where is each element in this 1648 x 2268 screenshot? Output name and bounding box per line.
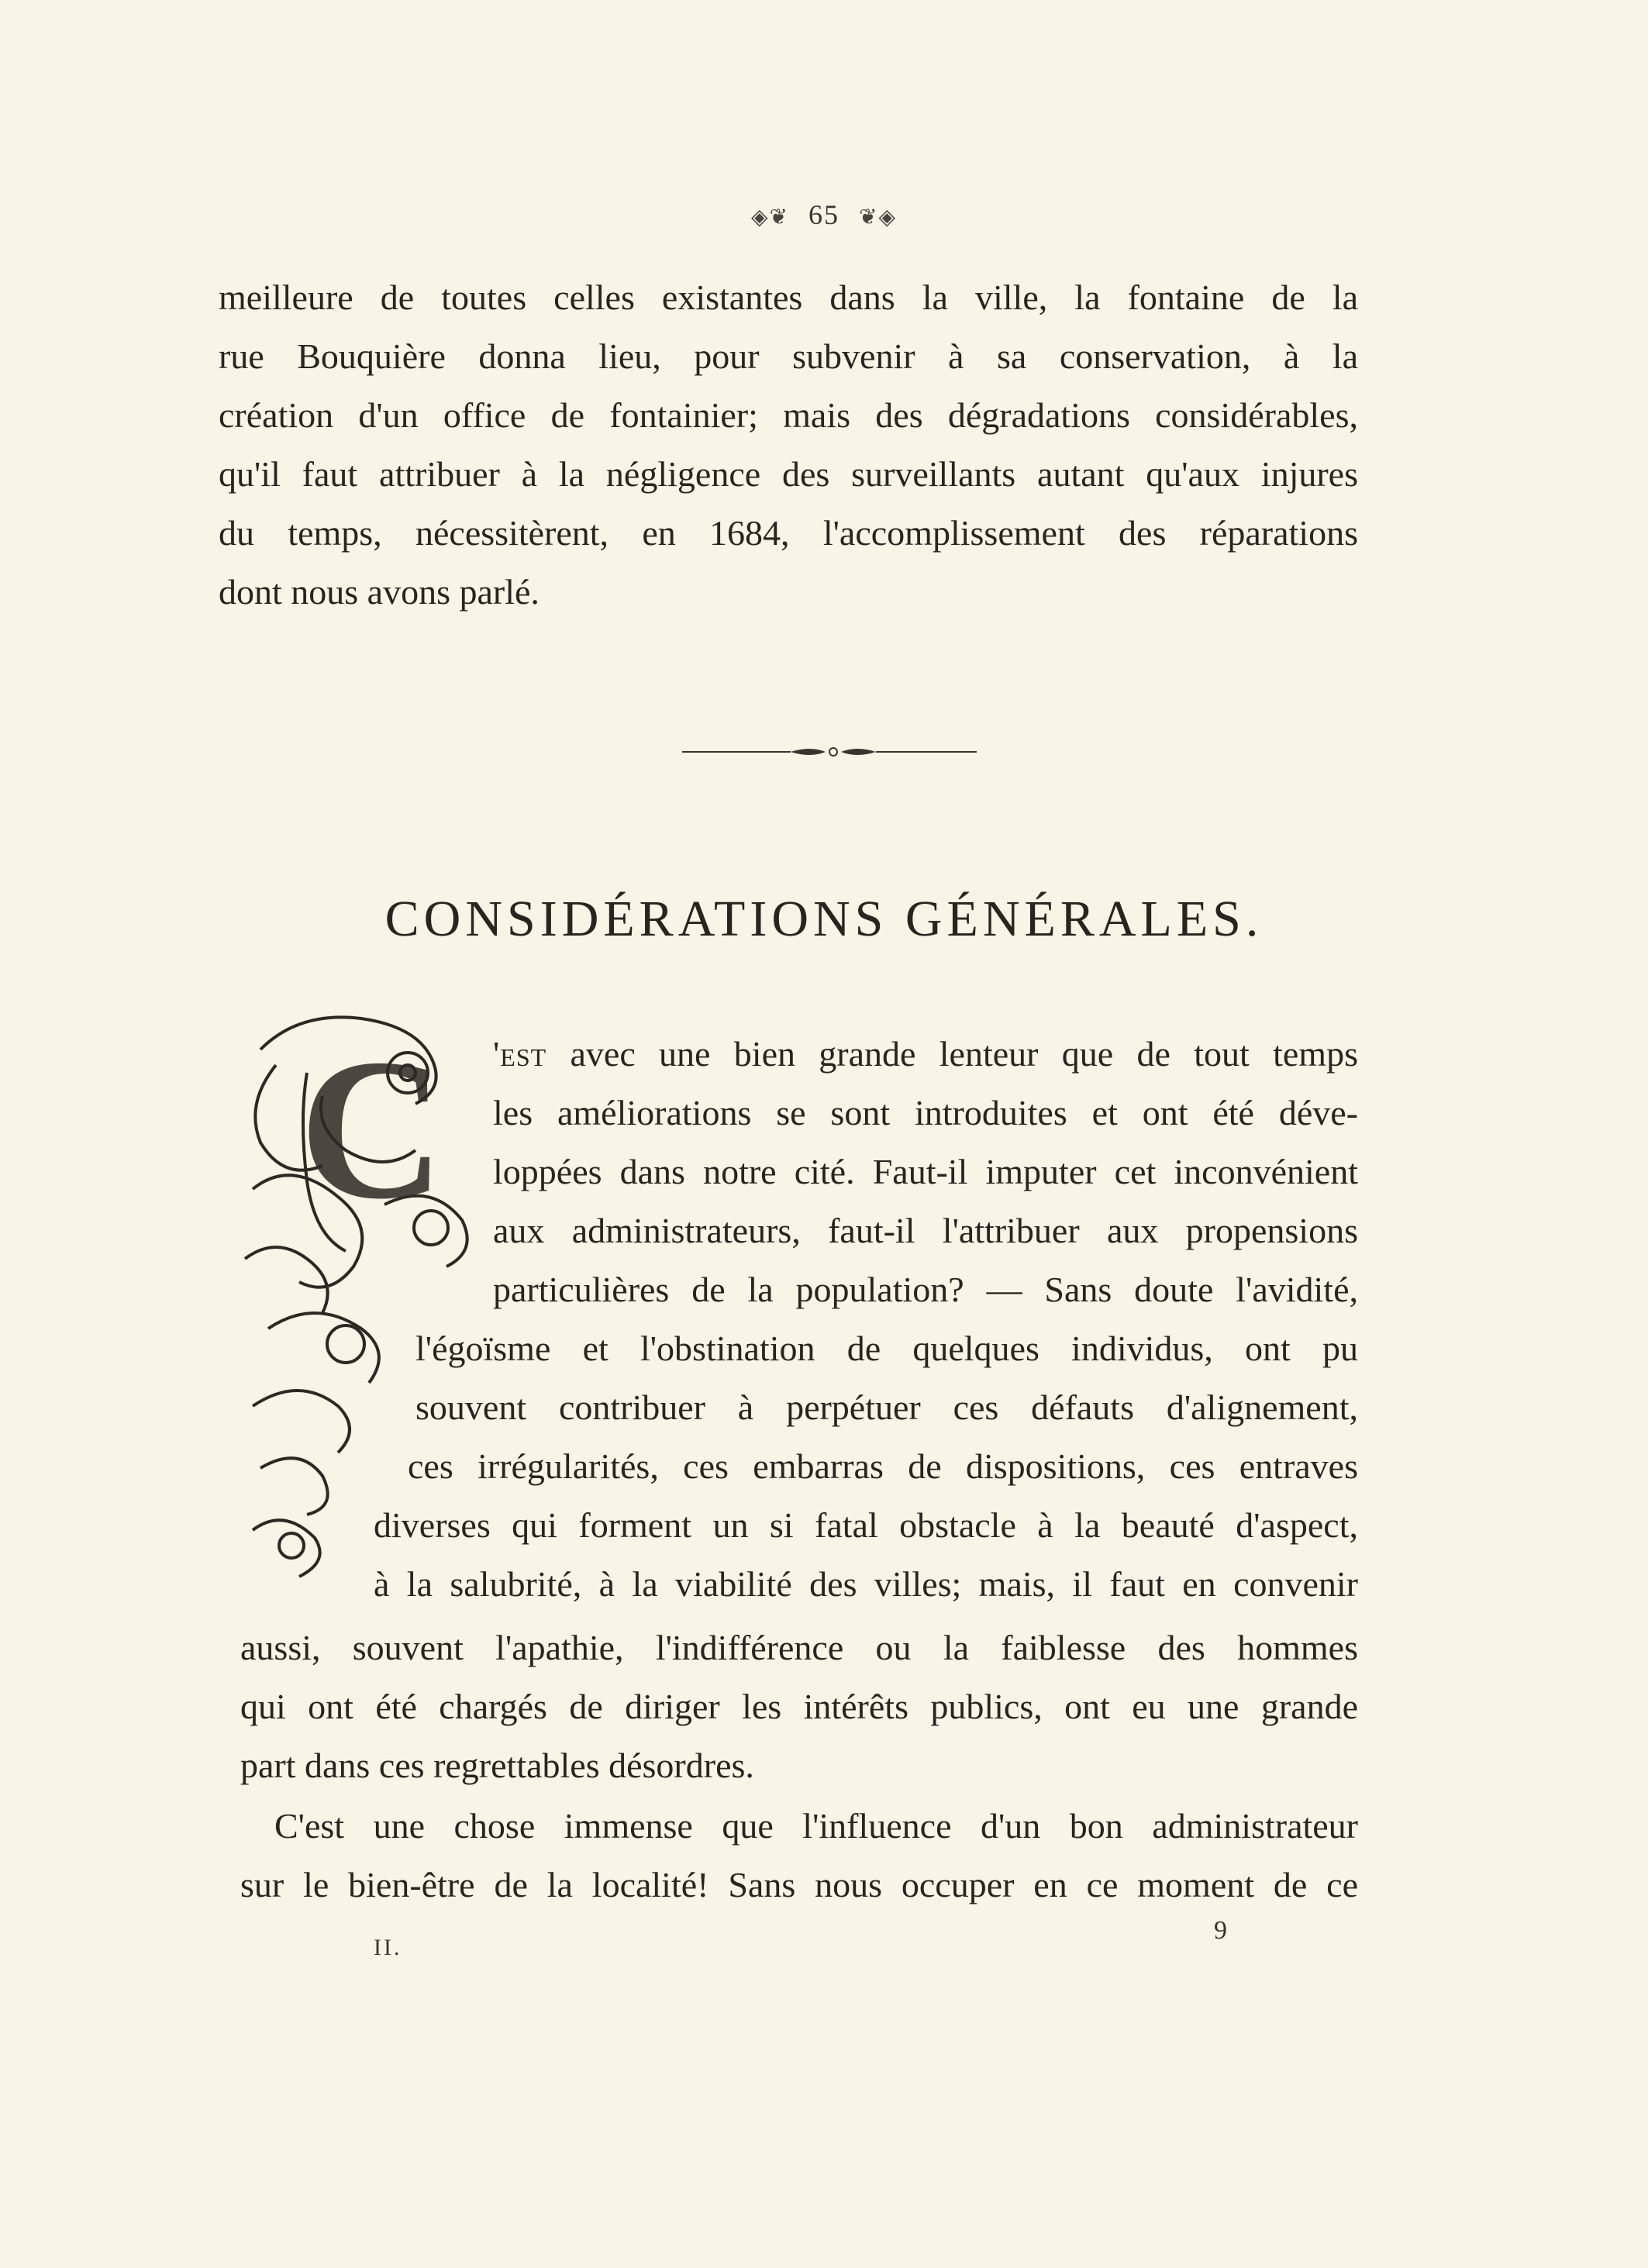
text-line: diverses qui forment un si fatal obstacle à la beauté d'aspect, [374,1505,1358,1545]
text-line: l'égoïsme et l'obstination de quelques individus, ont pu [415,1329,1358,1368]
text-line: C'est une chose immense que l'influence d'un bon administrateur [274,1806,1358,1846]
text-line: aux administrateurs, faut-il l'attribuer aux propensions [493,1211,1358,1250]
section-divider-ornament [674,738,984,766]
first-word-smallcaps: 'est [493,1034,547,1074]
header-ornament-right: ❦◈ [859,205,897,229]
text-line: les améliorations se sont introduites et ont été déve- [493,1093,1358,1132]
text-line: ces irrégularités, ces embarras de dispositions, ces entraves [408,1446,1358,1486]
text-line: part dans ces regrettables désordres. [240,1746,754,1785]
text-line: dont nous avons parlé. [219,572,540,612]
text-line: 'est avec une bien grande lenteur que de tout temps [493,1034,1358,1074]
header-ornament-left: ◈❦ [751,205,789,229]
text-line: particulières de la population? — Sans doute l'avidité, [493,1270,1358,1309]
text-line: aussi, souvent l'apathie, l'indifférence ou la faiblesse des hommes [240,1628,1358,1667]
text-line: à la salubrité, à la viabilité des villes; mais, il faut en convenir [374,1564,1358,1604]
page-number: 65 [808,199,840,230]
dropcap-glyph: C [299,1018,445,1241]
text-line: loppées dans notre cité. Faut-il imputer cet inconvénient [493,1152,1358,1191]
text-line: du temps, nécessitèrent, en 1684, l'accomplissement des réparations [219,513,1358,553]
text-line: sur le bien-être de la localité! Sans nous occuper en ce moment de ce [240,1865,1358,1904]
text-line: meilleure de toutes celles existantes dans la ville, la fontaine de la [219,277,1358,317]
running-header [0,198,1648,231]
text-line: rue Bouquière donna lieu, pour subvenir à sa conservation, à la [219,336,1358,376]
text-line: souvent contribuer à perpétuer ces défauts d'alignement, [415,1387,1358,1427]
signature-mark: 9 [1214,1916,1227,1945]
section-title: CONSIDÉRATIONS GÉNÉRALES. [384,891,1264,947]
volume-marker: II. [374,1935,402,1960]
text-line: création d'un office de fontainier; mais des dégradations considérables, [219,395,1358,435]
text-line: qui ont été chargés de diriger les intérêts publics, ont eu une grande [240,1687,1358,1726]
text-line: qu'il faut attribuer à la négligence des surveillants autant qu'aux injures [219,454,1358,494]
top-paragraph [219,268,1358,622]
